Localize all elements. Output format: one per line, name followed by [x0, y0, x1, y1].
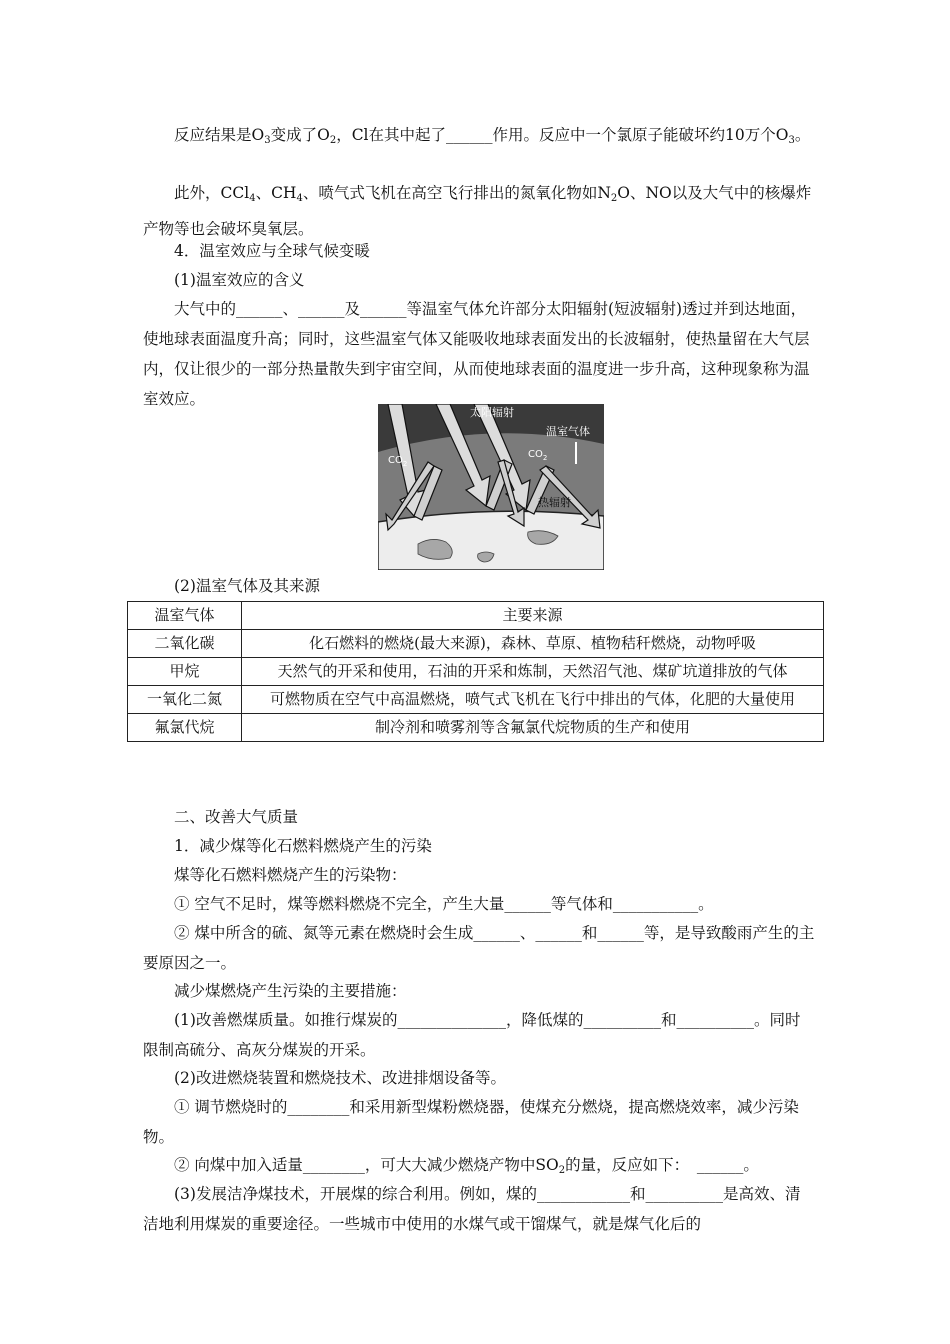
paragraph-clean-coal-tech: (3)发展洁净煤技术，开展煤的综合利用。例如，煤的____________和__________是高效、清洁地利用煤炭的重要途径。一些城市中使用的水煤气或干馏煤气，就是煤气化后的: [143, 1185, 801, 1233]
paragraph-other-destroyers: 此外，CCl$_4$、$CH_4$、喷气式飞机在高空飞行排出的氮氧化物如$N_2O$、NO以及大气中的核爆炸产物等也会破坏臭氧层。: [143, 184, 812, 238]
paragraph-sulfur-nitrogen: ② 煤中所含的硫、氮等元素在燃烧时会生成______、______和______等，是导致酸雨产生的主要原因之一。: [143, 924, 815, 972]
label-solar-radiation: 太阳辐射: [470, 406, 514, 419]
paragraph-pollutants-intro: 煤等化石燃料燃烧产生的污染物：: [174, 866, 407, 884]
paragraph-improve-coal-quality: (1)改善燃煤质量。如推行煤炭的______________，降低煤的__________和__________。同时限制高硫分、高灰分煤炭的开采。: [143, 1011, 801, 1059]
earth-surface: [378, 511, 604, 570]
greenhouse-effect-figure: [378, 404, 604, 570]
section-heading-improve-air: 二、改善大气质量: [174, 808, 299, 826]
label-co2-left: $CO_2$: [388, 455, 408, 468]
table-cell-gas: 一氧化二氮: [128, 686, 242, 714]
subheading-greenhouse-meaning: (1)温室效应的含义: [174, 271, 305, 289]
label-heat-radiation: 热辐射: [538, 496, 571, 509]
table-row: [128, 658, 824, 686]
greenhouse-diagram: [378, 404, 604, 570]
subheading-greenhouse-gases: (2)温室气体及其来源: [174, 577, 320, 595]
table-header-source: 主要来源: [242, 602, 824, 630]
table-row: [128, 714, 824, 742]
table-header-gas: 温室气体: [128, 602, 242, 630]
greenhouse-gas-table: [127, 601, 824, 742]
paragraph-add-to-coal: ② 向煤中加入适量________，可大大减少燃烧产物中$SO_2$的量，反应如下： ______。: [174, 1156, 759, 1176]
table-row: [128, 630, 824, 658]
table-cell-gas: 二氧化碳: [128, 630, 242, 658]
table-header-row: [128, 602, 824, 630]
table-cell-source: 制冷剂和喷雾剂等含氟氯代烷物质的生产和使用: [242, 714, 824, 742]
paragraph-improve-equipment: (2)改进燃烧装置和燃烧技术、改进排烟设备等。: [174, 1069, 506, 1087]
paragraph-greenhouse-definition: 大气中的______、______及______等温室气体允许部分太阳辐射(短波辐射)透过并到达地面，使地球表面温度升高；同时，这些温室气体又能吸收地球表面发出的长波辐射，使热量留在大气层内，仅让很少的一部分热量散失到宇宙空间，从而使地球表面的温度进一步升高，这种现象称为温室效应。: [143, 300, 810, 408]
table-cell-gas: 甲烷: [128, 658, 242, 686]
table-cell-source: 可燃物质在空气中高温燃烧，喷气式飞机在飞行中排出的气体，化肥的大量使用: [242, 686, 824, 714]
paragraph-measures-intro: 减少煤燃烧产生污染的主要措施：: [174, 982, 407, 1000]
table-cell-source: 天然气的开采和使用，石油的开采和炼制，天然沼气池、煤矿坑道排放的气体: [242, 658, 824, 686]
paragraph-adjust-combustion: ① 调节燃烧时的________和采用新型煤粉燃烧器，使煤充分燃烧，提高燃烧效率，减少污染物。: [143, 1098, 799, 1146]
section-heading-greenhouse: 4．温室效应与全球气候变暖: [174, 242, 370, 260]
label-co2-right: $CO_2$: [528, 449, 548, 462]
table-cell-source: 化石燃料的燃烧(最大来源)，森林、草原、植物秸秆燃烧，动物呼吸: [242, 630, 824, 658]
table-row: [128, 686, 824, 714]
paragraph-ozone-result: 反应结果是$O_3$变成了$O_2$，Cl在其中起了______作用。反应中一个氯原子能破坏约10万个$O_3$。: [174, 126, 811, 146]
subheading-reduce-coal-pollution: 1．减少煤等化石燃料燃烧产生的污染: [174, 837, 432, 855]
paragraph-incomplete-combustion: ① 空气不足时，煤等燃料燃烧不完全，产生大量______等气体和___________。: [174, 895, 714, 913]
table-cell-gas: 氟氯代烷: [128, 714, 242, 742]
label-greenhouse-gas: 温室气体: [546, 425, 590, 438]
